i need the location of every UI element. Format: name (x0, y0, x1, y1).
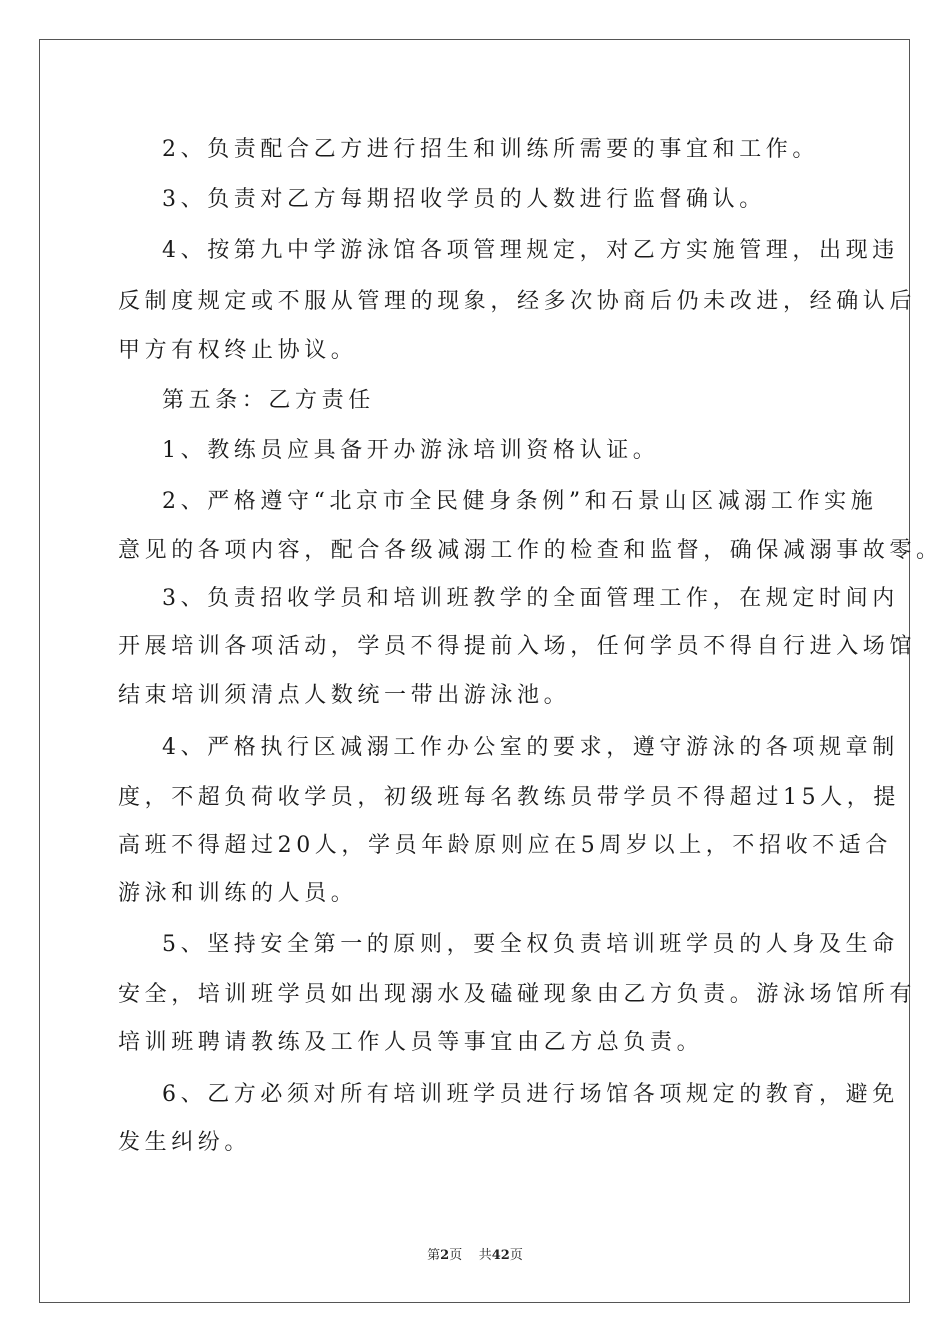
paragraph-line: 游泳和训练的人员。 (118, 881, 358, 906)
paragraph-line: 高班不得超过20人，学员年龄原则应在5周岁以上，不招收不适合 (118, 833, 892, 858)
paragraph-line: 培训班聘请教练及工作人员等事宜由乙方总负责。 (118, 1030, 704, 1055)
paragraph-line: 发生纠纷。 (118, 1130, 252, 1155)
paragraph-line: 1、教练员应具备开办游泳培训资格认证。 (162, 438, 660, 463)
paragraph-line: 度，不超负荷收学员，初级班每名教练员带学员不得超过15人，提 (118, 785, 900, 810)
paragraph-line: 甲方有权终止协议。 (118, 338, 358, 363)
page-number: 2 (440, 1248, 450, 1263)
paragraph-line: 2、严格遵守“北京市全民健身条例”和石景山区减溺工作实施 (162, 489, 878, 514)
page-footer (0, 1248, 950, 1264)
paragraph-line: 5、坚持安全第一的原则，要全权负责培训班学员的人身及生命 (162, 932, 899, 957)
page-prefix: 第 (427, 1248, 441, 1263)
page-border (39, 39, 910, 1303)
paragraph-line: 结束培训须清点人数统一带出游泳池。 (118, 683, 571, 708)
paragraph-line: 开展培训各项活动，学员不得提前入场，任何学员不得自行进入场馆 (118, 634, 917, 659)
paragraph-line: 4、按第九中学游泳馆各项管理规定，对乙方实施管理，出现违 (162, 238, 899, 263)
page-suffix: 页 (449, 1248, 463, 1263)
paragraph-line: 反制度规定或不服从管理的现象，经多次协商后仍未改进，经确认后 (118, 289, 917, 314)
paragraph-line: 意见的各项内容，配合各级减溺工作的检查和监督，确保减溺事故零。 (118, 538, 943, 563)
paragraph-line: 3、负责招收学员和培训班教学的全面管理工作，在规定时间内 (162, 586, 899, 611)
total-suffix: 页 (509, 1248, 523, 1263)
section-heading: 第五条：乙方责任 (162, 388, 375, 413)
total-prefix: 共 (478, 1248, 492, 1263)
paragraph-line: 3、负责对乙方每期招收学员的人数进行监督确认。 (162, 187, 766, 212)
paragraph-line: 安全，培训班学员如出现溺水及磕碰现象由乙方负责。游泳场馆所有 (118, 982, 917, 1007)
paragraph-line: 6、乙方必须对所有培训班学员进行场馆各项规定的教育，避免 (162, 1082, 899, 1107)
paragraph-line: 2、负责配合乙方进行招生和训练所需要的事宜和工作。 (162, 137, 819, 162)
paragraph-line: 4、严格执行区减溺工作办公室的要求，遵守游泳的各项规章制 (162, 735, 899, 760)
total-pages: 42 (491, 1248, 510, 1263)
